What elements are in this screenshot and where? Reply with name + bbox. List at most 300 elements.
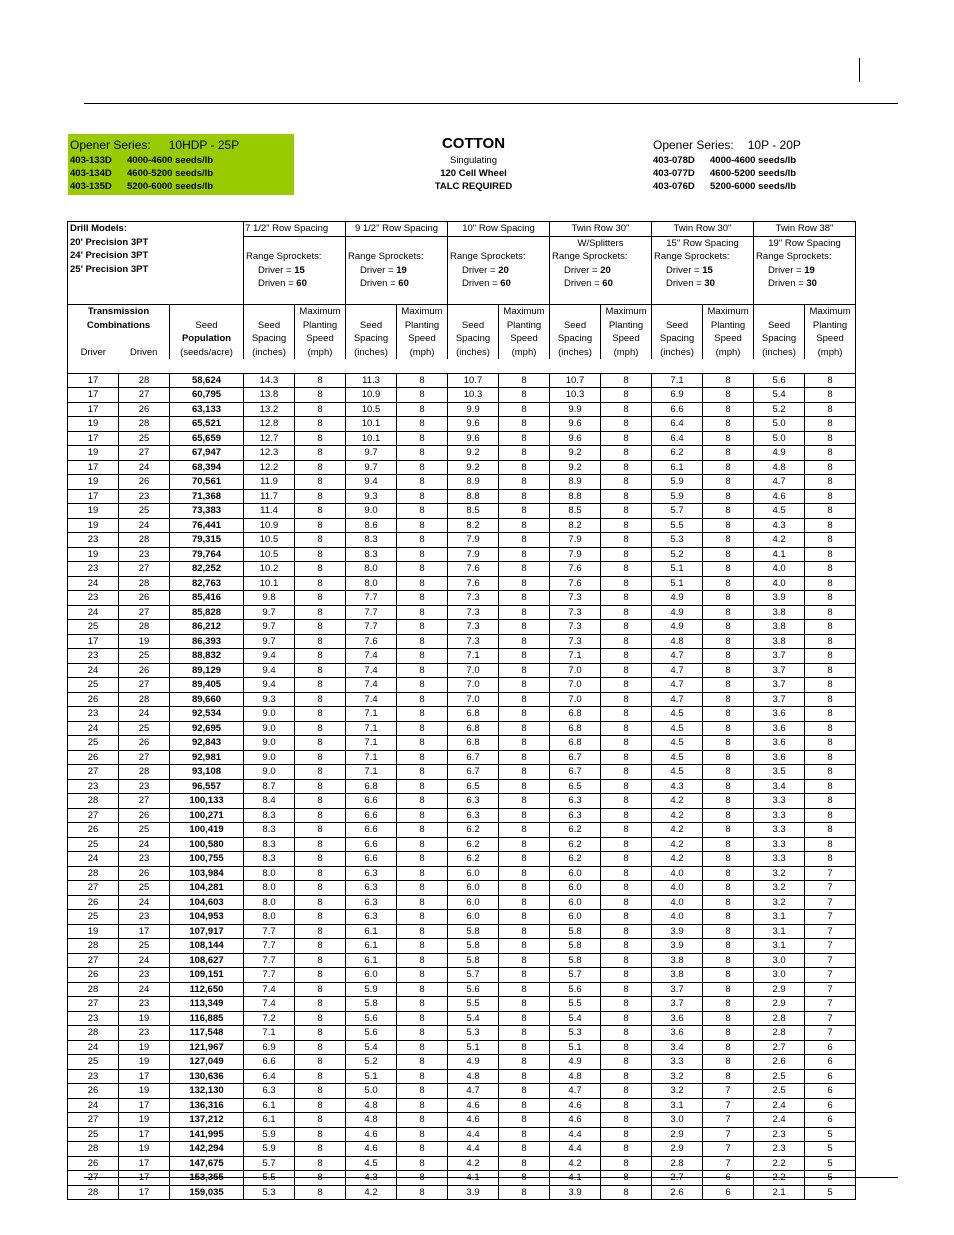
table-cell: 8: [601, 373, 652, 388]
table-cell: 8: [295, 837, 346, 852]
table-cell: 8: [295, 1127, 346, 1142]
range-sprockets-cell: Range Sprockets: Driver = 15 Driven = 60: [244, 250, 346, 304]
table-cell: 130,636: [170, 1069, 244, 1084]
table-cell: 23: [68, 1069, 119, 1084]
table-row: [68, 1011, 856, 1026]
table-cell: 28: [68, 1142, 119, 1157]
table-cell: 9.2: [550, 460, 601, 475]
table-cell: 3.2: [754, 881, 805, 896]
table-cell: 8: [601, 518, 652, 533]
table-cell: 6: [805, 1069, 856, 1084]
table-cell: 8: [499, 1084, 550, 1099]
table-cell: 8: [703, 605, 754, 620]
table-cell: 8: [703, 373, 754, 388]
table-cell: 4.4: [550, 1127, 601, 1142]
spacing-title: 7 1/2" Row Spacing: [244, 222, 346, 237]
table-cell: 8: [397, 924, 448, 939]
table-cell: 6.1: [652, 460, 703, 475]
table-cell: 7.0: [448, 663, 499, 678]
table-row: [68, 924, 856, 939]
table-cell: 8: [295, 895, 346, 910]
seed-spacing-header: Seed Spacing (inches): [550, 305, 601, 360]
table-cell: 8: [601, 576, 652, 591]
table-cell: 28: [119, 692, 170, 707]
table-row: [68, 547, 856, 562]
table-cell: 67,947: [170, 446, 244, 461]
seed-spacing-header: Seed Spacing (inches): [346, 305, 397, 360]
table-cell: 27: [68, 1171, 119, 1186]
table-cell: 27: [68, 953, 119, 968]
table-cell: 8: [499, 1011, 550, 1026]
table-cell: 8: [601, 1055, 652, 1070]
table-cell: 8: [397, 808, 448, 823]
table-cell: 28: [119, 373, 170, 388]
table-cell: 116,885: [170, 1011, 244, 1026]
page-title: COTTON: [441, 135, 506, 152]
table-cell: 23: [68, 591, 119, 606]
table-row: [68, 634, 856, 649]
table-cell: 8: [805, 460, 856, 475]
table-cell: 113,349: [170, 997, 244, 1012]
table-cell: 142,294: [170, 1142, 244, 1157]
table-cell: 8: [703, 460, 754, 475]
table-cell: 8: [499, 808, 550, 823]
table-cell: 7.3: [448, 605, 499, 620]
table-cell: 4.8: [652, 634, 703, 649]
table-cell: 8.0: [244, 910, 295, 925]
table-cell: 8: [703, 678, 754, 693]
table-cell: 8: [397, 1069, 448, 1084]
table-cell: 8: [499, 460, 550, 475]
table-cell: 8: [397, 460, 448, 475]
table-cell: 8: [397, 475, 448, 490]
table-cell: 11.4: [244, 504, 295, 519]
table-cell: 6.1: [346, 953, 397, 968]
table-cell: 8: [805, 707, 856, 722]
table-cell: 5.4: [550, 1011, 601, 1026]
table-cell: 6.0: [346, 968, 397, 983]
table-cell: 63,133: [170, 402, 244, 417]
table-cell: 8.3: [244, 823, 295, 838]
table-cell: 23: [68, 779, 119, 794]
table-cell: 9.6: [448, 417, 499, 432]
table-cell: 8: [499, 953, 550, 968]
table-cell: 17: [68, 402, 119, 417]
table-cell: 4.8: [346, 1098, 397, 1113]
table-row: [68, 431, 856, 446]
table-cell: 6.8: [550, 721, 601, 736]
table-cell: 8: [703, 779, 754, 794]
page-corner-mark: [859, 58, 860, 82]
table-cell: 5.1: [346, 1069, 397, 1084]
table-cell: 2.3: [754, 1127, 805, 1142]
table-cell: 3.7: [652, 982, 703, 997]
table-cell: 7.4: [346, 678, 397, 693]
table-cell: 8: [397, 1127, 448, 1142]
table-cell: 17: [68, 388, 119, 403]
table-cell: 8: [397, 1098, 448, 1113]
table-cell: 9.3: [346, 489, 397, 504]
table-cell: 2.6: [754, 1055, 805, 1070]
left-opener-item: 403-135D 5200-6000 seeds/lb: [70, 181, 214, 192]
table-cell: 4.7: [550, 1084, 601, 1099]
table-cell: 26: [119, 402, 170, 417]
table-cell: 8: [601, 1113, 652, 1128]
spacing-subtitle: [346, 236, 448, 250]
table-cell: 26: [119, 736, 170, 751]
table-cell: 92,843: [170, 736, 244, 751]
table-cell: 17: [119, 1185, 170, 1200]
table-row: [68, 1142, 856, 1157]
table-cell: 7.6: [550, 562, 601, 577]
table-cell: 6.8: [448, 707, 499, 722]
table-cell: 8: [703, 649, 754, 664]
table-cell: 8: [601, 402, 652, 417]
table-cell: 5.3: [244, 1185, 295, 1200]
table-cell: 8: [295, 518, 346, 533]
table-row: [68, 997, 856, 1012]
table-cell: 8: [295, 939, 346, 954]
table-cell: 8: [397, 489, 448, 504]
table-cell: 17: [119, 1127, 170, 1142]
table-cell: 24: [119, 895, 170, 910]
table-cell: 7.1: [652, 373, 703, 388]
table-cell: 8: [703, 547, 754, 562]
table-cell: 24: [119, 460, 170, 475]
table-cell: 8: [295, 750, 346, 765]
table-cell: 8: [397, 736, 448, 751]
table-cell: 8: [295, 1084, 346, 1099]
table-cell: 103,984: [170, 866, 244, 881]
table-cell: 8: [295, 808, 346, 823]
table-cell: 6.2: [652, 446, 703, 461]
table-cell: 8: [601, 895, 652, 910]
table-cell: 5.7: [550, 968, 601, 983]
table-cell: 5.7: [448, 968, 499, 983]
table-row: [68, 446, 856, 461]
table-cell: 8: [397, 910, 448, 925]
table-row: [68, 750, 856, 765]
table-cell: 8: [805, 446, 856, 461]
spacing-title: Twin Row 38": [754, 222, 856, 237]
left-opener-series: 10HDP - 25P: [168, 138, 240, 152]
table-cell: 26: [119, 866, 170, 881]
table-cell: 2.9: [754, 982, 805, 997]
table-cell: 4.2: [652, 837, 703, 852]
table-cell: 8: [805, 388, 856, 403]
table-cell: 121,967: [170, 1040, 244, 1055]
table-cell: 5.2: [346, 1055, 397, 1070]
table-cell: 27: [68, 765, 119, 780]
table-cell: 8: [397, 750, 448, 765]
table-cell: 8: [397, 678, 448, 693]
table-cell: 7.7: [346, 605, 397, 620]
table-cell: 6.6: [346, 794, 397, 809]
table-cell: 8: [499, 1142, 550, 1157]
table-cell: 3.3: [652, 1055, 703, 1070]
table-cell: 127,049: [170, 1055, 244, 1070]
table-cell: 8: [397, 765, 448, 780]
table-cell: 2.2: [754, 1171, 805, 1186]
table-row: [68, 373, 856, 388]
table-row: [68, 475, 856, 490]
table-cell: 8: [601, 1171, 652, 1186]
table-cell: 8: [805, 649, 856, 664]
table-cell: 19: [119, 1040, 170, 1055]
table-row: [68, 939, 856, 954]
table-cell: 8: [601, 678, 652, 693]
table-cell: 8: [601, 591, 652, 606]
table-cell: 8: [703, 620, 754, 635]
table-cell: 5.4: [346, 1040, 397, 1055]
table-cell: 104,953: [170, 910, 244, 925]
table-cell: 65,659: [170, 431, 244, 446]
table-cell: 3.8: [652, 953, 703, 968]
table-cell: 25: [68, 736, 119, 751]
table-cell: 6.3: [448, 808, 499, 823]
subtitle-line-3: TALC REQUIRED: [434, 181, 513, 192]
table-cell: 88,832: [170, 649, 244, 664]
table-cell: 2.7: [652, 1171, 703, 1186]
table-cell: 19: [68, 446, 119, 461]
table-cell: 3.9: [652, 924, 703, 939]
max-speed-header: Maximum Planting Speed (mph): [703, 305, 754, 360]
table-cell: 19: [68, 547, 119, 562]
table-cell: 7.6: [448, 562, 499, 577]
table-cell: 27: [119, 678, 170, 693]
table-cell: 8: [805, 475, 856, 490]
table-cell: 11.3: [346, 373, 397, 388]
table-row: [68, 1171, 856, 1186]
table-cell: 4.1: [448, 1171, 499, 1186]
left-opener-box: [68, 134, 294, 195]
table-cell: 9.4: [244, 678, 295, 693]
table-cell: 5.9: [244, 1127, 295, 1142]
table-row: [68, 1098, 856, 1113]
table-cell: 7.1: [550, 649, 601, 664]
population-header: Seed Population (seeds/acre): [170, 305, 244, 360]
table-cell: 6.3: [550, 808, 601, 823]
table-cell: 8: [703, 939, 754, 954]
table-cell: 100,580: [170, 837, 244, 852]
table-cell: 8: [499, 663, 550, 678]
table-cell: 8: [703, 721, 754, 736]
table-row: [68, 533, 856, 548]
table-cell: 7: [805, 968, 856, 983]
table-cell: 4.2: [346, 1185, 397, 1200]
right-opener-item: 403-078D 4000-4600 seeds/lb: [653, 155, 797, 166]
table-cell: 7.3: [448, 591, 499, 606]
table-cell: 7.4: [244, 982, 295, 997]
table-cell: 12.3: [244, 446, 295, 461]
table-cell: 3.0: [754, 953, 805, 968]
table-cell: 19: [119, 1084, 170, 1099]
table-cell: 8: [601, 736, 652, 751]
table-cell: 3.4: [652, 1040, 703, 1055]
table-cell: 58,624: [170, 373, 244, 388]
table-cell: 8: [295, 373, 346, 388]
table-cell: 9.0: [244, 765, 295, 780]
seed-spacing-header: Seed Spacing (inches): [448, 305, 499, 360]
table-cell: 136,316: [170, 1098, 244, 1113]
table-cell: 8: [703, 562, 754, 577]
table-cell: 19: [68, 475, 119, 490]
table-cell: 76,441: [170, 518, 244, 533]
range-sprockets-cell: Range Sprockets: Driver = 15 Driven = 30: [652, 250, 754, 304]
table-cell: 8: [499, 634, 550, 649]
table-cell: 4.5: [652, 721, 703, 736]
table-cell: 9.0: [346, 504, 397, 519]
table-cell: 12.7: [244, 431, 295, 446]
table-cell: 7: [805, 881, 856, 896]
table-cell: 3.3: [754, 852, 805, 867]
table-cell: 8: [601, 504, 652, 519]
table-cell: 23: [68, 1011, 119, 1026]
table-cell: 28: [119, 576, 170, 591]
table-row: [68, 417, 856, 432]
table-cell: 5.8: [346, 997, 397, 1012]
table-cell: 8: [805, 533, 856, 548]
table-cell: 3.3: [754, 808, 805, 823]
table-cell: 23: [119, 547, 170, 562]
table-cell: 8: [295, 1156, 346, 1171]
table-cell: 108,627: [170, 953, 244, 968]
table-cell: 10.5: [346, 402, 397, 417]
table-cell: 25: [119, 431, 170, 446]
table-cell: 4.3: [652, 779, 703, 794]
table-cell: 8: [601, 794, 652, 809]
table-cell: 68,394: [170, 460, 244, 475]
table-cell: 104,603: [170, 895, 244, 910]
table-cell: 6.6: [346, 852, 397, 867]
table-cell: 8: [703, 663, 754, 678]
table-cell: 147,675: [170, 1156, 244, 1171]
table-cell: 3.6: [652, 1011, 703, 1026]
right-opener-item: 403-076D 5200-6000 seeds/lb: [653, 181, 797, 192]
table-cell: 4.5: [652, 765, 703, 780]
table-cell: 8: [805, 663, 856, 678]
table-cell: 7.7: [346, 591, 397, 606]
table-cell: 8: [295, 634, 346, 649]
table-cell: 28: [119, 620, 170, 635]
table-cell: 2.8: [754, 1026, 805, 1041]
table-cell: 13.8: [244, 388, 295, 403]
table-cell: 7.7: [244, 939, 295, 954]
table-cell: 8: [397, 953, 448, 968]
table-cell: 6.8: [346, 779, 397, 794]
table-cell: 5.4: [448, 1011, 499, 1026]
table-cell: 6.4: [652, 431, 703, 446]
table-cell: 82,252: [170, 562, 244, 577]
table-cell: 8: [397, 823, 448, 838]
table-row: [68, 504, 856, 519]
table-cell: 2.6: [652, 1185, 703, 1200]
table-cell: 3.9: [652, 939, 703, 954]
table-cell: 5.2: [652, 547, 703, 562]
table-cell: 7: [805, 1011, 856, 1026]
table-cell: 12.2: [244, 460, 295, 475]
table-cell: 2.9: [652, 1127, 703, 1142]
table-cell: 26: [119, 663, 170, 678]
table-cell: 8: [805, 504, 856, 519]
table-cell: 8: [601, 765, 652, 780]
table-cell: 9.7: [346, 460, 397, 475]
table-cell: 5: [805, 1185, 856, 1200]
table-cell: 23: [119, 997, 170, 1012]
table-cell: 9.4: [244, 649, 295, 664]
table-cell: 8: [601, 417, 652, 432]
table-cell: 85,828: [170, 605, 244, 620]
left-opener-item: 403-134D 4600-5200 seeds/lb: [70, 168, 214, 179]
table-cell: 8: [295, 605, 346, 620]
table-cell: 8: [805, 765, 856, 780]
table-cell: 6.0: [550, 866, 601, 881]
table-cell: 8: [397, 707, 448, 722]
table-cell: 4.4: [448, 1142, 499, 1157]
header-rule: [84, 103, 898, 104]
table-cell: 4.6: [448, 1113, 499, 1128]
table-cell: 23: [119, 968, 170, 983]
table-cell: 89,405: [170, 678, 244, 693]
table-cell: 3.8: [754, 605, 805, 620]
table-cell: 25: [68, 678, 119, 693]
table-cell: 8: [601, 533, 652, 548]
table-cell: 8: [295, 620, 346, 635]
table-cell: 6.6: [652, 402, 703, 417]
table-cell: 8: [703, 388, 754, 403]
table-cell: 8: [295, 533, 346, 548]
transmission-header: Transmission Combinations Driver Driven: [68, 305, 170, 360]
table-cell: 4.6: [346, 1127, 397, 1142]
table-cell: 5.4: [754, 388, 805, 403]
table-cell: 10.5: [244, 547, 295, 562]
table-cell: 7.3: [448, 634, 499, 649]
table-cell: 8: [703, 808, 754, 823]
table-cell: 6: [703, 1171, 754, 1186]
table-cell: 23: [68, 649, 119, 664]
table-cell: 10.5: [244, 533, 295, 548]
table-cell: 6.7: [448, 765, 499, 780]
table-cell: 5.0: [754, 431, 805, 446]
table-cell: 8: [601, 910, 652, 925]
table-cell: 3.2: [754, 866, 805, 881]
table-cell: 8: [499, 402, 550, 417]
table-cell: 24: [68, 605, 119, 620]
table-cell: 8: [805, 779, 856, 794]
table-cell: 8: [397, 591, 448, 606]
table-cell: 4.7: [652, 678, 703, 693]
table-cell: 8: [295, 489, 346, 504]
table-cell: 6.1: [244, 1113, 295, 1128]
table-cell: 28: [68, 939, 119, 954]
table-cell: 8: [499, 678, 550, 693]
table-cell: 6.2: [448, 837, 499, 852]
table-cell: 6: [805, 1055, 856, 1070]
table-cell: 100,133: [170, 794, 244, 809]
table-row: [68, 721, 856, 736]
table-row: [68, 910, 856, 925]
table-cell: 8: [499, 765, 550, 780]
table-cell: 4.0: [652, 895, 703, 910]
table-row: [68, 881, 856, 896]
table-cell: 8: [499, 1113, 550, 1128]
table-cell: 7: [805, 866, 856, 881]
table-cell: 28: [119, 765, 170, 780]
table-cell: 7: [805, 982, 856, 997]
table-cell: 7.7: [244, 968, 295, 983]
table-cell: 8: [397, 402, 448, 417]
table-cell: 6.2: [550, 852, 601, 867]
